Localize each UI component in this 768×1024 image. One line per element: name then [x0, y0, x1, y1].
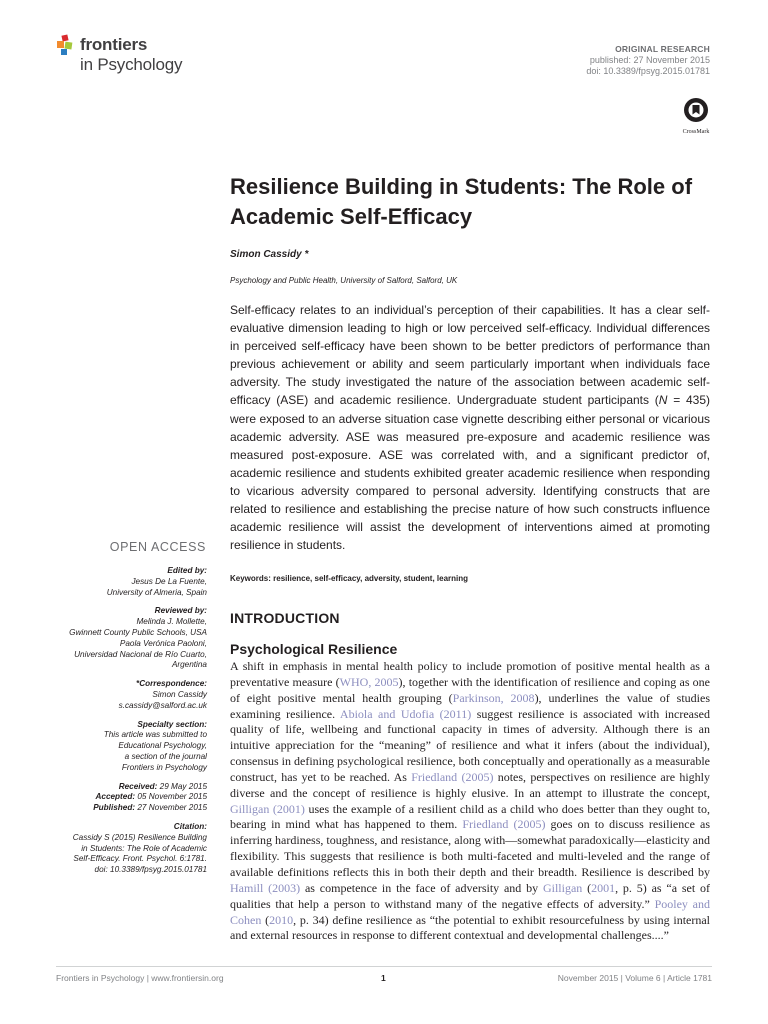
open-access-label: OPEN ACCESS [109, 540, 206, 554]
journal-name-line1: frontiers [80, 35, 148, 54]
citation-link[interactable]: Gilligan (2001) [230, 801, 305, 816]
correspondence-block [17, 679, 207, 711]
body-text-segment: ), underlines the value of studies examining resilience. [230, 690, 710, 721]
keywords [230, 574, 468, 583]
body-text-segment: , p. 5) as “a set of qualities that help a person to withstand many of the negative effects of adversity.” [230, 880, 711, 911]
body-text-segment: as competence in the face of adversity and by [300, 880, 543, 895]
citation-line: Cassidy S (2015) Resilience Building [72, 832, 207, 842]
citation-block [17, 822, 207, 876]
citation-link[interactable]: Hamill (2003) [230, 880, 301, 895]
body-text-segment: ( [261, 912, 270, 927]
accepted-value: 05 November 2015 [137, 792, 207, 802]
received-value: 29 May 2015 [159, 781, 207, 791]
reviewed-by-block [17, 606, 207, 671]
citation-line: in Students: The Role of Academic [81, 843, 207, 853]
citation-link[interactable]: 2010 [269, 912, 294, 927]
correspondence-name: Simon Cassidy [152, 689, 207, 699]
body-paragraph [230, 659, 710, 944]
published-date: published: 27 November 2015 [589, 55, 710, 65]
article-type: ORIGINAL RESEARCH [615, 44, 710, 54]
article-info-sidebar [17, 566, 207, 884]
published-date-sidebar [17, 803, 207, 814]
specialty-line: Frontiers in Psychology [121, 762, 207, 772]
specialty-section-block [17, 720, 207, 774]
footer-divider [56, 966, 712, 967]
author-name[interactable]: Simon Cassidy * [230, 249, 309, 260]
abstract-text-n: N [658, 393, 668, 408]
reviewed-by-label: Reviewed by: [154, 606, 207, 616]
footer-journal[interactable]: Frontiers in Psychology | www.frontiersin.org [56, 973, 224, 983]
edited-by-label: Edited by: [167, 566, 207, 575]
accepted-label: Accepted: [95, 792, 136, 802]
received-date [17, 782, 207, 793]
body-text-segment: notes, perspectives on resilience are highly diverse and the concept of resilience is highly elusive. In an attempt to illustrate the concept, [230, 769, 711, 800]
correspondence-email[interactable]: s.cassidy@salford.ac.uk [118, 700, 207, 710]
body-text-segment: uses the example of a resilient child as a child who does better than they ought to, bearing in mind what has happened to them. [230, 801, 710, 832]
reviewer-name: Paola Verónica Paoloni, [119, 638, 207, 648]
citation-link[interactable]: Abiola and Udofia (2011) [339, 706, 472, 721]
citation-link[interactable]: Pooley and Cohen [230, 896, 710, 927]
author-affiliation: Psychology and Public Health, University of Salford, Salford, UK [230, 276, 458, 285]
crossmark-icon [683, 97, 709, 123]
specialty-line: Educational Psychology, [118, 741, 207, 751]
editor-affiliation: University of Almeria, Spain [106, 587, 207, 597]
received-label: Received: [118, 781, 158, 791]
specialty-line: a section of the journal [124, 751, 207, 761]
page-number: 1 [381, 973, 386, 983]
doi[interactable]: doi: 10.3389/fpsyg.2015.01781 [586, 66, 710, 76]
keywords-label: Keywords: [230, 574, 271, 583]
citation-line[interactable]: doi: 10.3389/fpsyg.2015.01781 [94, 865, 207, 875]
frontiers-logo-icon [56, 34, 78, 58]
reviewer-affiliation: Gwinnett County Public Schools, USA [69, 627, 207, 637]
body-text-segment: ), together with the identification of resilience and coping as one of eight positive mental health grouping ( [230, 674, 711, 705]
body-text-segment: suggest resilience is associated with increased quality of life, wellbeing and functional capacity in times of adversity. Although there is an intuitive appreciation for the “meaning” of resilience and what it infers (about the individual), consensus in defining psychological resilience, both conceptually and operationally as a measurable construct, has yet to be reached. As [230, 706, 711, 784]
specialty-line: This article was submitted to [103, 730, 207, 740]
citation-label: Citation: [173, 821, 207, 831]
citation-link[interactable]: WHO, 2005 [339, 674, 399, 689]
editor-name: Jesus De La Fuente, [131, 576, 207, 586]
article-title: Resilience Building in Students: The Role of Academic Self-Efficacy [230, 174, 693, 229]
crossmark-badge[interactable] [676, 97, 716, 137]
citation-line: Self-Efficacy. Front. Psychol. 6:1781. [73, 854, 207, 864]
citation-link[interactable]: Gilligan [542, 880, 583, 895]
article-header-info [586, 44, 710, 77]
edited-by-block [17, 566, 207, 598]
journal-logo [56, 34, 216, 80]
body-text-segment: , p. 34) define resilience as “the potential to exhibit resourcefulness by using internal and external resources in response to different contextual and developmental challenges....” [230, 912, 711, 943]
reviewer-affiliation: Universidad Nacional de Río Cuarto, [74, 649, 207, 659]
reviewer-affiliation: Argentina [171, 660, 207, 670]
citation-link[interactable]: Friedland (2005) [462, 817, 546, 832]
journal-name-line2: in Psychology [80, 55, 183, 74]
correspondence-label: *Correspondence: [136, 679, 207, 689]
keywords-list: resilience, self-efficacy, adversity, student, learning [273, 574, 469, 583]
abstract [230, 301, 710, 554]
subsection-heading: Psychological Resilience [230, 641, 398, 657]
body-text-segment: goes on to discuss resilience as inferring hardiness, toughness, and resistance, along with—somewhat paradoxically—elasticity and flexibility. This suggests that resilience is both multi-faceted and multi-leveled and the range of available definitions reflects this in both their depth and their breadth. Resilience is described by [230, 817, 710, 879]
citation-link[interactable]: 2001 [591, 880, 616, 895]
published-label: Published: [93, 803, 136, 813]
reviewer-name: Melinda J. Mollette, [136, 617, 207, 627]
dates-block [17, 782, 207, 814]
accepted-date [17, 792, 207, 803]
section-heading-introduction: INTRODUCTION [230, 610, 340, 626]
citation-link[interactable]: Parkinson, 2008 [452, 690, 535, 705]
body-text-segment: ( [582, 880, 592, 895]
footer-volume-info: November 2015 | Volume 6 | Article 1781 [557, 973, 712, 983]
citation-link[interactable]: Friedland (2005) [411, 769, 494, 784]
crossmark-label: CrossMark [682, 129, 710, 135]
specialty-section-label: Specialty section: [137, 719, 207, 729]
body-text-segment: A shift in emphasis in mental health policy to include promotion of positive mental health as a preventative measure ( [230, 659, 710, 689]
published-value: 27 November 2015 [137, 803, 207, 813]
abstract-text-2: = 435) were exposed to an adverse situation case vignette describing either personal or vicarious academic adversity. ASE was measured pre-exposure and academic resilience was measured post-exposure. ASE was correlated with, and a significant predictor of, academic resilience and students exhibited greater academic resilience when responding to vicarious adversity compared to personal adversity. Identifying constructs that are related to resilience and establishing the precise nature of how such constructs influence academic resilience will assist the development of interventions aimed at promoting resilience in students. [230, 393, 710, 553]
abstract-text-1: Self-efficacy relates to an individual’s perception of their capabilities. It has a clear self-evaluative dimension leading to high or low perceived self-efficacy. Individual differences in perceived self-efficacy have been shown to be better predictors of performance than previous achievement or ability and seem particularly important when individuals face adversity. The study investigated the nature of the association between academic self-efficacy (ASE) and academic resilience. Undergraduate student participants ( [230, 303, 710, 408]
